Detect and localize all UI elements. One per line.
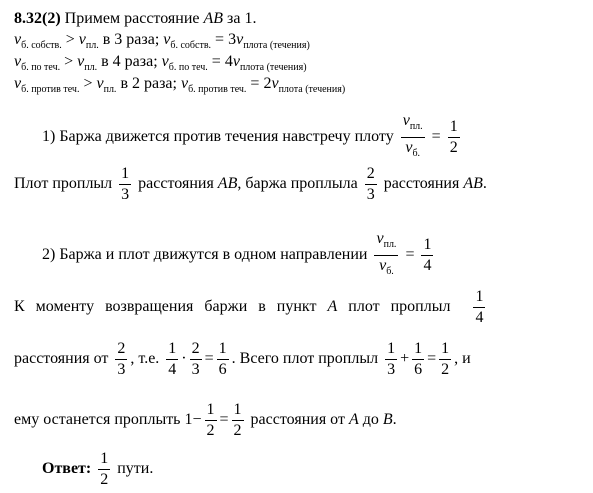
condition-line-3	[14, 75, 345, 99]
subscript: б. против теч.	[21, 84, 80, 95]
fraction	[190, 340, 202, 379]
segment-ab: AB	[203, 10, 224, 27]
var-v: v	[161, 53, 169, 70]
var-v: v	[402, 112, 410, 129]
subscript: пл.	[85, 40, 99, 51]
fraction	[365, 165, 377, 204]
condition-text: в 3 раза;	[102, 31, 160, 48]
subscript: б. собств.	[170, 40, 212, 51]
var-v: v	[232, 53, 240, 70]
denominator: 3	[121, 186, 130, 203]
condition-text: в 2 раза;	[120, 75, 177, 92]
header-tail: за 1.	[227, 10, 257, 27]
multiply-dot: ·	[181, 350, 187, 368]
subscript: плота (течения)	[278, 84, 346, 95]
denominator: 6	[414, 361, 423, 378]
text: расстояния	[138, 175, 214, 193]
var-v: v	[180, 75, 189, 92]
fraction	[115, 340, 127, 379]
numerator: 1	[218, 340, 227, 357]
segment-ab: AB	[463, 175, 483, 193]
denominator: 4	[423, 257, 432, 274]
fraction	[119, 165, 131, 204]
subscript: плота (течения)	[243, 40, 310, 51]
subscript: б.	[412, 148, 421, 159]
condition-text: в 4 раза;	[101, 53, 158, 70]
fraction	[385, 340, 397, 379]
denominator: 2	[100, 471, 109, 488]
var-v: v	[376, 230, 384, 247]
denominator: 3	[191, 361, 200, 378]
segment-ab: AB	[217, 175, 238, 193]
answer-label: Ответ:	[42, 460, 92, 478]
text: . Всего плот проплыл	[231, 350, 379, 368]
point-b: B	[382, 411, 393, 429]
answer-text: пути.	[117, 460, 154, 478]
operator-gt: >	[83, 75, 93, 92]
raft-barge-distances	[14, 165, 487, 204]
ratio-fraction	[401, 112, 425, 163]
text: до	[362, 411, 379, 429]
text: расстояния от	[250, 411, 345, 429]
step-text: 1) Баржа движется против течения навстречу плоту	[42, 128, 394, 146]
numerator: 1	[423, 236, 432, 253]
numerator: 1	[168, 340, 177, 357]
subscript: б.	[386, 266, 394, 277]
denominator: 6	[218, 361, 227, 378]
condition-line-2	[14, 53, 307, 77]
numerator: 1	[233, 401, 242, 418]
ratio-fraction	[374, 230, 398, 281]
step-1	[42, 112, 463, 163]
numerator: 1	[121, 165, 130, 182]
denominator: 2	[233, 422, 242, 439]
subscript: б. собств.	[21, 40, 62, 51]
fraction	[205, 401, 217, 440]
numerator: 2	[117, 340, 126, 357]
var-v: v	[236, 31, 244, 48]
fraction	[232, 401, 244, 440]
operator-gt: >	[64, 53, 74, 70]
denominator: 3	[366, 186, 375, 203]
subscript: б. по теч.	[168, 62, 208, 73]
text: Плот проплыл	[14, 175, 113, 193]
var-v: v	[96, 75, 104, 92]
text: К моменту возвращения баржи в пункт	[14, 298, 317, 316]
var-v: v	[14, 75, 22, 92]
step-2	[42, 230, 436, 281]
point-a: A	[348, 411, 359, 429]
equation: = 2	[250, 75, 272, 92]
equals-sign: =	[204, 350, 214, 368]
problem-header	[14, 10, 256, 28]
remaining-distance-line	[14, 401, 397, 440]
plus-sign: +	[400, 350, 410, 368]
denominator: 2	[206, 422, 215, 439]
var-v: v	[405, 139, 413, 156]
subscript: б. по теч.	[21, 62, 61, 73]
equation: = 3	[215, 31, 237, 48]
var-v: v	[14, 31, 22, 48]
numerator: 1	[449, 118, 458, 135]
var-v: v	[14, 53, 22, 70]
text: .	[392, 411, 397, 429]
numerator: 1	[475, 288, 484, 305]
equals-sign: =	[427, 350, 437, 368]
calculation-line	[14, 340, 471, 379]
step-text: 2) Баржа и плот движутся в одном направлении	[42, 246, 368, 264]
subscript: пл.	[409, 121, 423, 132]
var-v: v	[271, 75, 279, 92]
denominator: 2	[449, 139, 458, 156]
var-v: v	[379, 257, 387, 274]
numerator: 1	[414, 340, 423, 357]
fraction	[473, 288, 485, 327]
text: расстояния от	[14, 350, 109, 368]
var-v: v	[163, 31, 171, 48]
result-fraction	[448, 118, 460, 157]
var-v: v	[77, 53, 85, 70]
numerator: 1	[206, 401, 215, 418]
subscript: пл.	[84, 62, 98, 73]
minus-sign: −	[192, 411, 202, 429]
text: ему останется проплыть	[14, 411, 181, 429]
text: , и	[454, 350, 471, 368]
header-text: Примем расстояние	[64, 10, 200, 27]
equals-sign: =	[405, 246, 415, 264]
text: расстояния	[383, 175, 460, 193]
subscript: пл.	[383, 239, 397, 250]
denominator: 4	[475, 309, 484, 326]
denominator: 2	[441, 361, 450, 378]
text: .	[482, 175, 487, 193]
denominator: 4	[168, 361, 177, 378]
text: , т.е.	[130, 350, 160, 368]
denominator: 3	[117, 361, 126, 378]
numerator: 1	[100, 450, 109, 467]
fraction	[412, 340, 424, 379]
fraction	[217, 340, 229, 379]
number: 1	[184, 411, 193, 429]
equals-sign: =	[219, 411, 229, 429]
denominator: 3	[387, 361, 396, 378]
answer-line	[42, 450, 153, 489]
point-a: A	[327, 298, 338, 316]
text: плот проплыл	[348, 298, 451, 316]
answer-fraction	[98, 450, 110, 489]
equals-sign: =	[431, 128, 441, 146]
text: , баржа проплыла	[237, 175, 358, 193]
numerator: 1	[387, 340, 396, 357]
operator-gt: >	[65, 31, 75, 48]
subscript: плота (течения)	[239, 62, 307, 73]
subscript: пл.	[103, 84, 117, 95]
equation: = 4	[211, 53, 233, 70]
numerator: 2	[191, 340, 200, 357]
numerator: 1	[441, 340, 450, 357]
fraction	[439, 340, 451, 379]
result-fraction	[421, 236, 433, 275]
fraction	[166, 340, 178, 379]
return-moment-line	[14, 288, 579, 327]
var-v: v	[78, 31, 86, 48]
subscript: б. против теч.	[188, 84, 247, 95]
problem-number: 8.32(2)	[14, 10, 61, 27]
condition-line-1	[14, 31, 310, 55]
numerator: 2	[366, 165, 375, 182]
